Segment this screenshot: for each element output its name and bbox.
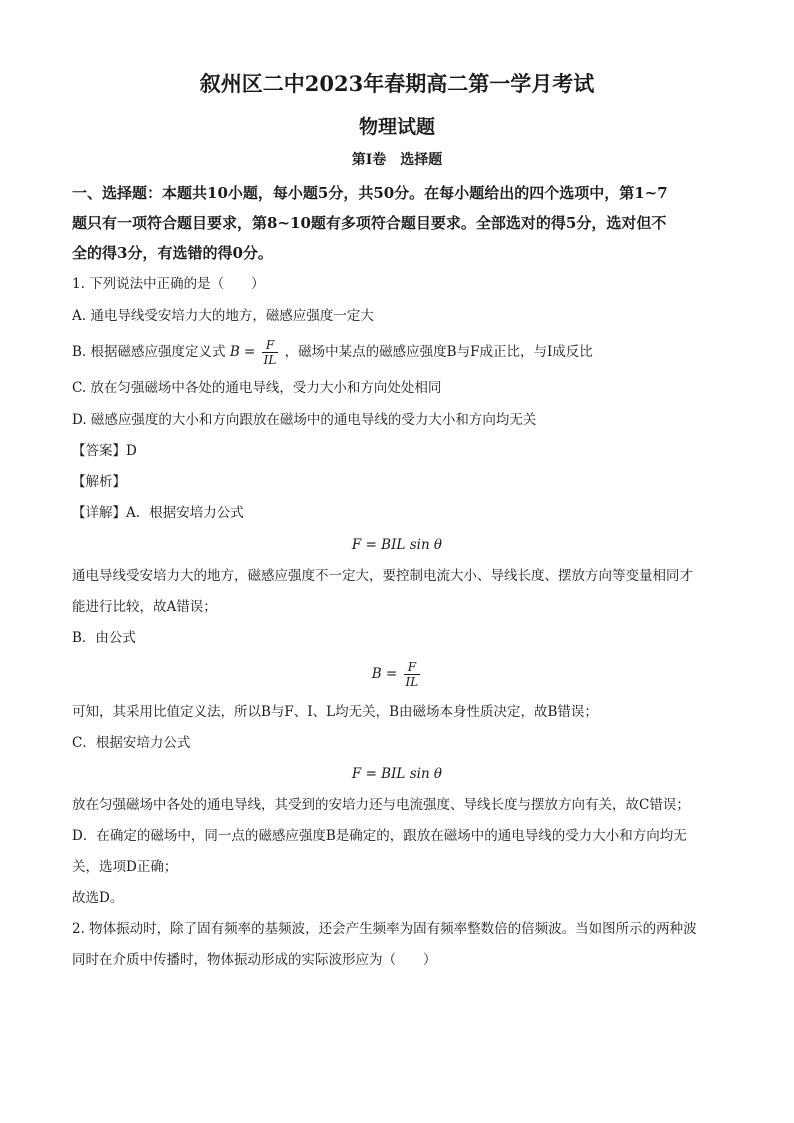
q1-option-b-prefix: B. 根据磁感应强度定义式: [72, 344, 226, 360]
formula-b-fraction: [404, 660, 421, 689]
q1-option-c: C. 放在匀强磁场中各处的通电导线，受力大小和方向处处相同: [72, 380, 442, 396]
q2-stem-line-1: 2. 物体振动时，除了固有频率的基频波，还会产生频率为固有频率整数倍的倍频波。当如图所示的两种波: [72, 921, 697, 937]
q1-analysis-label: 【解析】: [72, 474, 126, 490]
fraction-numerator: F: [262, 338, 279, 353]
q1-detail-c-line-1: 放在匀强磁场中各处的通电导线，其受到的安培力还与电流强度、导线长度与摆放方向有关，故C错误；: [72, 797, 690, 813]
q1-option-b-suffix: ，磁场中某点的磁感应强度B与F成正比，与I成反比: [284, 344, 593, 360]
fraction-denominator: IL: [263, 353, 277, 367]
instructions-line-2: 题只有一项符合题目要求，第8~10题有多项符合题目要求。全部选对的得5分，选对但不: [72, 214, 667, 232]
q2-stem-line-2: 同时在介质中传播时，物体振动形成的实际波形应为（ ）: [72, 952, 437, 968]
q1-detail-a: 【详解】A．根据安培力公式: [72, 505, 244, 521]
formula-b-definition: [0, 654, 794, 694]
q1-option-b: [72, 334, 593, 370]
formula-b-lhs: B =: [371, 666, 398, 682]
fraction-numerator: F: [404, 660, 421, 675]
q1-option-d: D. 磁感应强度的大小和方向跟放在磁场中的通电导线的受力大小和方向均无关: [72, 412, 537, 428]
q1-detail-d-line-2: 关，选项D正确；: [72, 859, 178, 875]
q1-detail-a-line-2: 能进行比较，故A错误；: [72, 599, 217, 615]
q1-detail-c: C．根据安培力公式: [72, 735, 191, 751]
q1-detail-a-line-1: 通电导线受安培力大的地方，磁感应强度不一定大，要控制电流大小、导线长度、摆放方向等变量相同才: [72, 568, 693, 584]
q1-detail-b-line-1: 可知，其采用比值定义法，所以B与F、I、L均无关，B由磁场本身性质决定，故B错误；: [72, 704, 598, 720]
q1-option-b-lhs: B =: [229, 344, 256, 360]
q1-option-a: A. 通电导线受安培力大的地方，磁感应强度一定大: [72, 308, 374, 324]
instructions-line-3: 全的得3分，有选错的得0分。: [72, 244, 273, 262]
q1-conclusion: 故选D。: [72, 890, 124, 906]
q1-stem: 1. 下列说法中正确的是（ ）: [72, 276, 265, 292]
fraction-denominator: IL: [405, 675, 419, 689]
q1-detail-b: B．由公式: [72, 630, 136, 646]
formula-ampere-2: F = BIL sin θ: [351, 766, 443, 782]
formula-ampere-1: F = BIL sin θ: [351, 537, 443, 553]
exam-title: 叙州区二中2023年春期高二第一学月考试: [199, 71, 595, 96]
section-title: 第I卷 选择题: [351, 152, 443, 168]
subject-title: 物理试题: [358, 116, 435, 138]
q1-answer: 【答案】D: [72, 443, 137, 459]
q1-detail-d-line-1: D．在确定的磁场中，同一点的磁感应强度B是确定的，跟放在磁场中的通电导线的受力大小和方向均无: [72, 828, 687, 844]
q1-option-b-fraction: [262, 338, 279, 367]
instructions-line-1: 一、选择题：本题共10小题，每小题5分，共50分。在每小题给出的四个选项中，第1~7: [72, 184, 668, 202]
